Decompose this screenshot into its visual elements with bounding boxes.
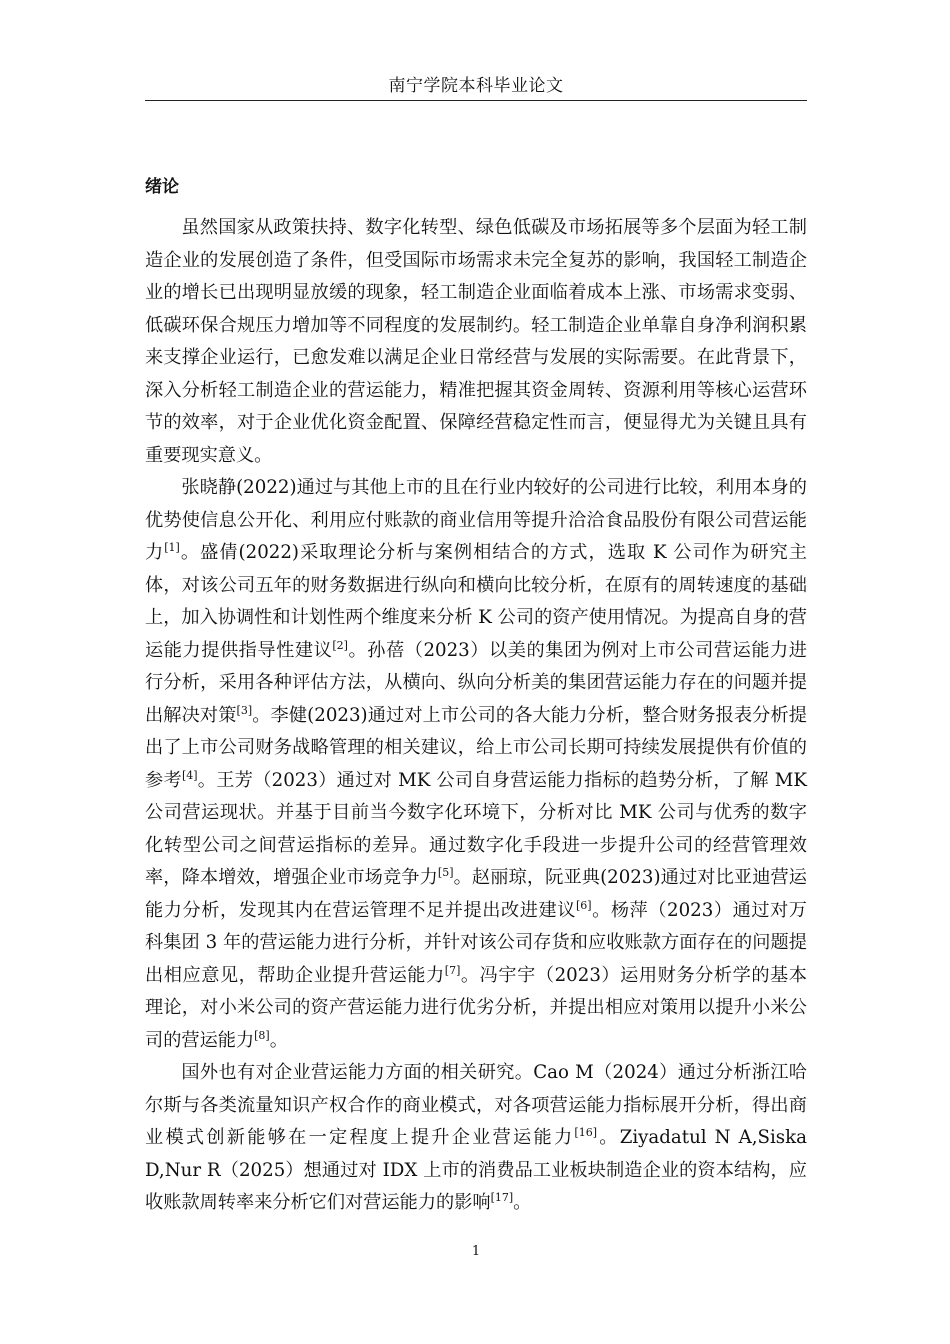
paragraph-text: 。 <box>269 1029 288 1051</box>
section-heading: 绪论 <box>145 177 179 197</box>
paragraph-text: 。李健(2023)通过对上市公司的各大能力分析，整合财务报表分析提出了上市公司财务战略管理的相关建议，给上市公司长期可持续发展提供有价值的参考 <box>145 704 807 791</box>
paragraph-text: 。 <box>513 1192 532 1213</box>
citation-marker: [1] <box>164 540 180 554</box>
paragraph-text: 。杨萍（2023）通过对万科集团 3 年的营运能力进行分析，并针对该公司存货和应收账款方面存在的问题提出相应意见，帮助企业提升营运能力 <box>145 899 807 986</box>
paragraph-text: 。冯宇宇（2023）运用财务分析学的基本理论，对小米公司的资产营运能力进行优劣分析，并提出相应对策用以提升小米公司的营运能力 <box>145 964 807 1051</box>
header-divider <box>145 100 807 101</box>
citation-marker: [7] <box>444 963 461 977</box>
citation-marker: [3] <box>236 703 253 717</box>
paragraph-text: 。赵丽琼，阮亚典(2023)通过对比亚迪营运能力分析，发现其内在营运管理不足并提出改进建议 <box>145 867 807 921</box>
page-number: 1 <box>471 1244 481 1259</box>
paragraph-text: 虽然国家从政策扶持、数字化转型、绿色低碳及市场拓展等多个层面为轻工制造企业的发展创造了条件，但受国际市场需求未完全复苏的影响，我国轻工制造企业的增长已出现明显放缓的现象，轻工制造企业面临着成本上涨、市场需求变弱、低碳环保合规压力增加等不同程度的发展制约。轻工制造企业单靠自身净利润积累来支撑企业运行，已愈发难以满足企业日常经营与发展的实际需要。在此背景下，深入分析轻工制造企业的营运能力，精准把握其资金周转、资源利用等核心运营环节的效率，对于企业优化资金配置、保障经营稳定性而言，便显得尤为关键且具有重要现实意义。 <box>145 217 807 466</box>
running-header-title: 南宁学院本科毕业论文 <box>388 76 564 96</box>
citation-marker: [5] <box>437 865 454 879</box>
paragraph-text: 国外也有对企业营运能力方面的相关研究。Cao M（2024）通过分析浙江哈尔斯与各类流量知识产权合作的商业模式，对各项营运能力指标展开分析，得出商业模式创新能够在一定程度上提升企业营运能力 <box>145 1062 807 1148</box>
paragraph-text: 。王芳（2023）通过对 MK 公司自身营运能力指标的趋势分析，了解 MK 公司营运现状。并基于目前当今数字化环境下，分析对比 MK 公司与优秀的数字化转型公司之间营运指标的差异。通过数字化手段进一步提升公司的经营管理效率，降本增效，增强企业市场竞争力 <box>145 769 807 888</box>
citation-marker: [17] <box>490 1190 514 1204</box>
citation-marker: [8] <box>254 1028 270 1042</box>
citation-marker: [2] <box>332 638 348 652</box>
citation-marker: [4] <box>181 768 198 782</box>
body-paragraph <box>145 1057 807 1220</box>
citation-marker: [16] <box>574 1125 597 1139</box>
paragraph-text: 。Ziyadatul N A,Siska D,Nur R（2025）想通过对 IDX 上市的消费品工业板块制造企业的资本结构，应收账款周转率来分析它们对营运能力的影响 <box>145 1127 807 1213</box>
paragraph-text: 张晓静(2022)通过与其他上市的且在行业内较好的公司进行比较，利用本身的优势使信息公开化、利用应付账款的商业信用等提升洽洽食品股份有限公司营运能力 <box>145 477 807 563</box>
body-paragraph <box>145 472 807 1057</box>
paragraph-text: 。盛倩(2022)采取理论分析与案例相结合的方式，选取 K 公司作为研究主体，对该公司五年的财务数据进行纵向和横向比较分析，在原有的周转速度的基础上，加入协调性和计划性两个维度来分析 K 公司的资产使用情况。为提高自身的营运能力提供指导性建议 <box>145 542 807 661</box>
body-text <box>145 212 807 1220</box>
citation-marker: [6] <box>575 898 592 912</box>
body-paragraph <box>145 212 807 472</box>
paragraph-text: 。孙蓓（2023）以美的集团为例对上市公司营运能力进行分析，采用各种评估方法，从横向、纵向分析美的集团营运能力存在的问题并提出解决对策 <box>145 639 807 726</box>
